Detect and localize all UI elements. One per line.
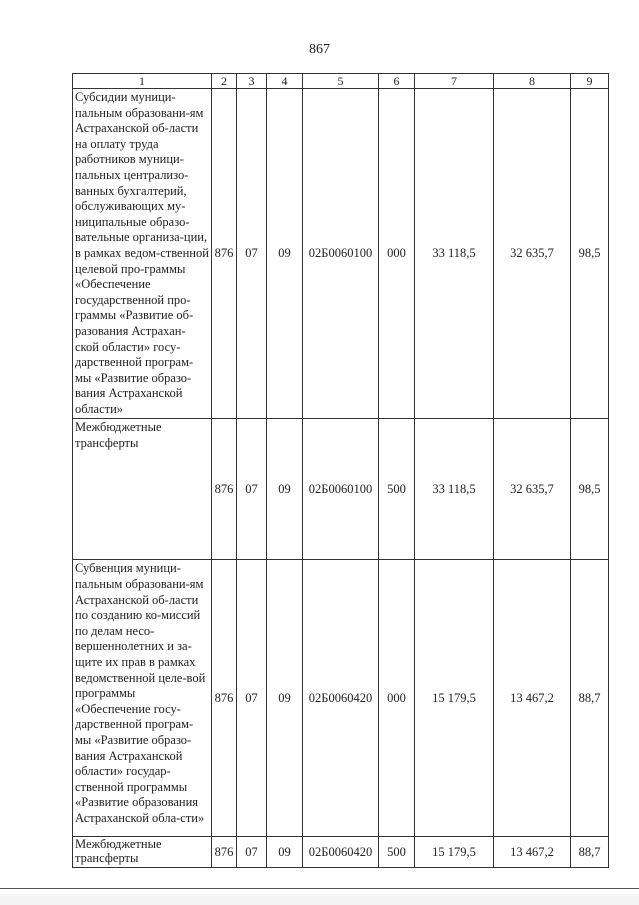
cell-expense-type: 500 [379, 419, 415, 560]
table-row [73, 89, 609, 419]
column-header: 6 [379, 74, 415, 89]
cell-expense-type: 500 [379, 837, 415, 868]
cell-plan: 15 179,5 [415, 837, 494, 868]
cell-plan: 33 118,5 [415, 89, 494, 419]
cell-section: 07 [237, 419, 267, 560]
cell-percent: 98,5 [571, 89, 609, 419]
cell-code: 876 [212, 837, 237, 868]
cell-subsection: 09 [267, 89, 303, 419]
row-description: Субсидии муници-пальным образовани-ям Астраханской об-ласти на оплату труда работников муници-пальных централизо-ванных бухгалтерий, обслуживающих му-ниципальные образо-вательные организа-ции, в рамках ведом-ственной целевой про-граммы «Обеспечение государственной про-граммы «Развитие об-разования Астрахан-ской области» госу-дарственной програм-мы «Развитие образо-вания Астраханской области» [73, 89, 212, 419]
cell-plan: 15 179,5 [415, 560, 494, 837]
row-description: Межбюджетные трансферты [73, 837, 212, 868]
column-header: 5 [303, 74, 379, 89]
cell-actual: 32 635,7 [494, 89, 571, 419]
column-header: 3 [237, 74, 267, 89]
cell-expense-type: 000 [379, 560, 415, 837]
cell-target-article: 02Б0060100 [303, 419, 379, 560]
cell-code: 876 [212, 419, 237, 560]
column-header: 9 [571, 74, 609, 89]
cell-percent: 98,5 [571, 419, 609, 560]
cell-expense-type: 000 [379, 89, 415, 419]
cell-subsection: 09 [267, 560, 303, 837]
cell-actual: 13 467,2 [494, 560, 571, 837]
cell-subsection: 09 [267, 837, 303, 868]
table-header-row [73, 74, 609, 89]
column-header: 4 [267, 74, 303, 89]
cell-target-article: 02Б0060420 [303, 560, 379, 837]
cell-actual: 13 467,2 [494, 837, 571, 868]
cell-percent: 88,7 [571, 837, 609, 868]
cell-section: 07 [237, 560, 267, 837]
table-row [73, 419, 609, 560]
column-header: 8 [494, 74, 571, 89]
row-description: Субвенция муници-пальным образовани-ям Астраханской об-ласти по созданию ко-миссий по делам несо-вершеннолетних и за-щите их прав в рамках ведомственной целе-вой программы «Обеспечение госу-дарственной програм-мы «Развитие образо-вания Астраханской области» государ-ственной программы «Развитие образования Астраханской обла-сти» [73, 560, 212, 837]
row-description: Межбюджетные трансферты [73, 419, 212, 560]
cell-target-article: 02Б0060100 [303, 89, 379, 419]
cell-subsection: 09 [267, 419, 303, 560]
page-number: 867 [309, 42, 330, 57]
table-row [73, 837, 609, 868]
cell-target-article: 02Б0060420 [303, 837, 379, 868]
cell-percent: 88,7 [571, 560, 609, 837]
cell-code: 876 [212, 89, 237, 419]
cell-section: 07 [237, 837, 267, 868]
column-header: 7 [415, 74, 494, 89]
scan-edge-line [0, 888, 639, 889]
cell-section: 07 [237, 89, 267, 419]
budget-table [72, 73, 609, 868]
column-header: 1 [73, 74, 212, 89]
table-row [73, 560, 609, 837]
cell-code: 876 [212, 560, 237, 837]
cell-actual: 32 635,7 [494, 419, 571, 560]
cell-plan: 33 118,5 [415, 419, 494, 560]
scan-edge-shade [0, 894, 639, 905]
column-header: 2 [212, 74, 237, 89]
